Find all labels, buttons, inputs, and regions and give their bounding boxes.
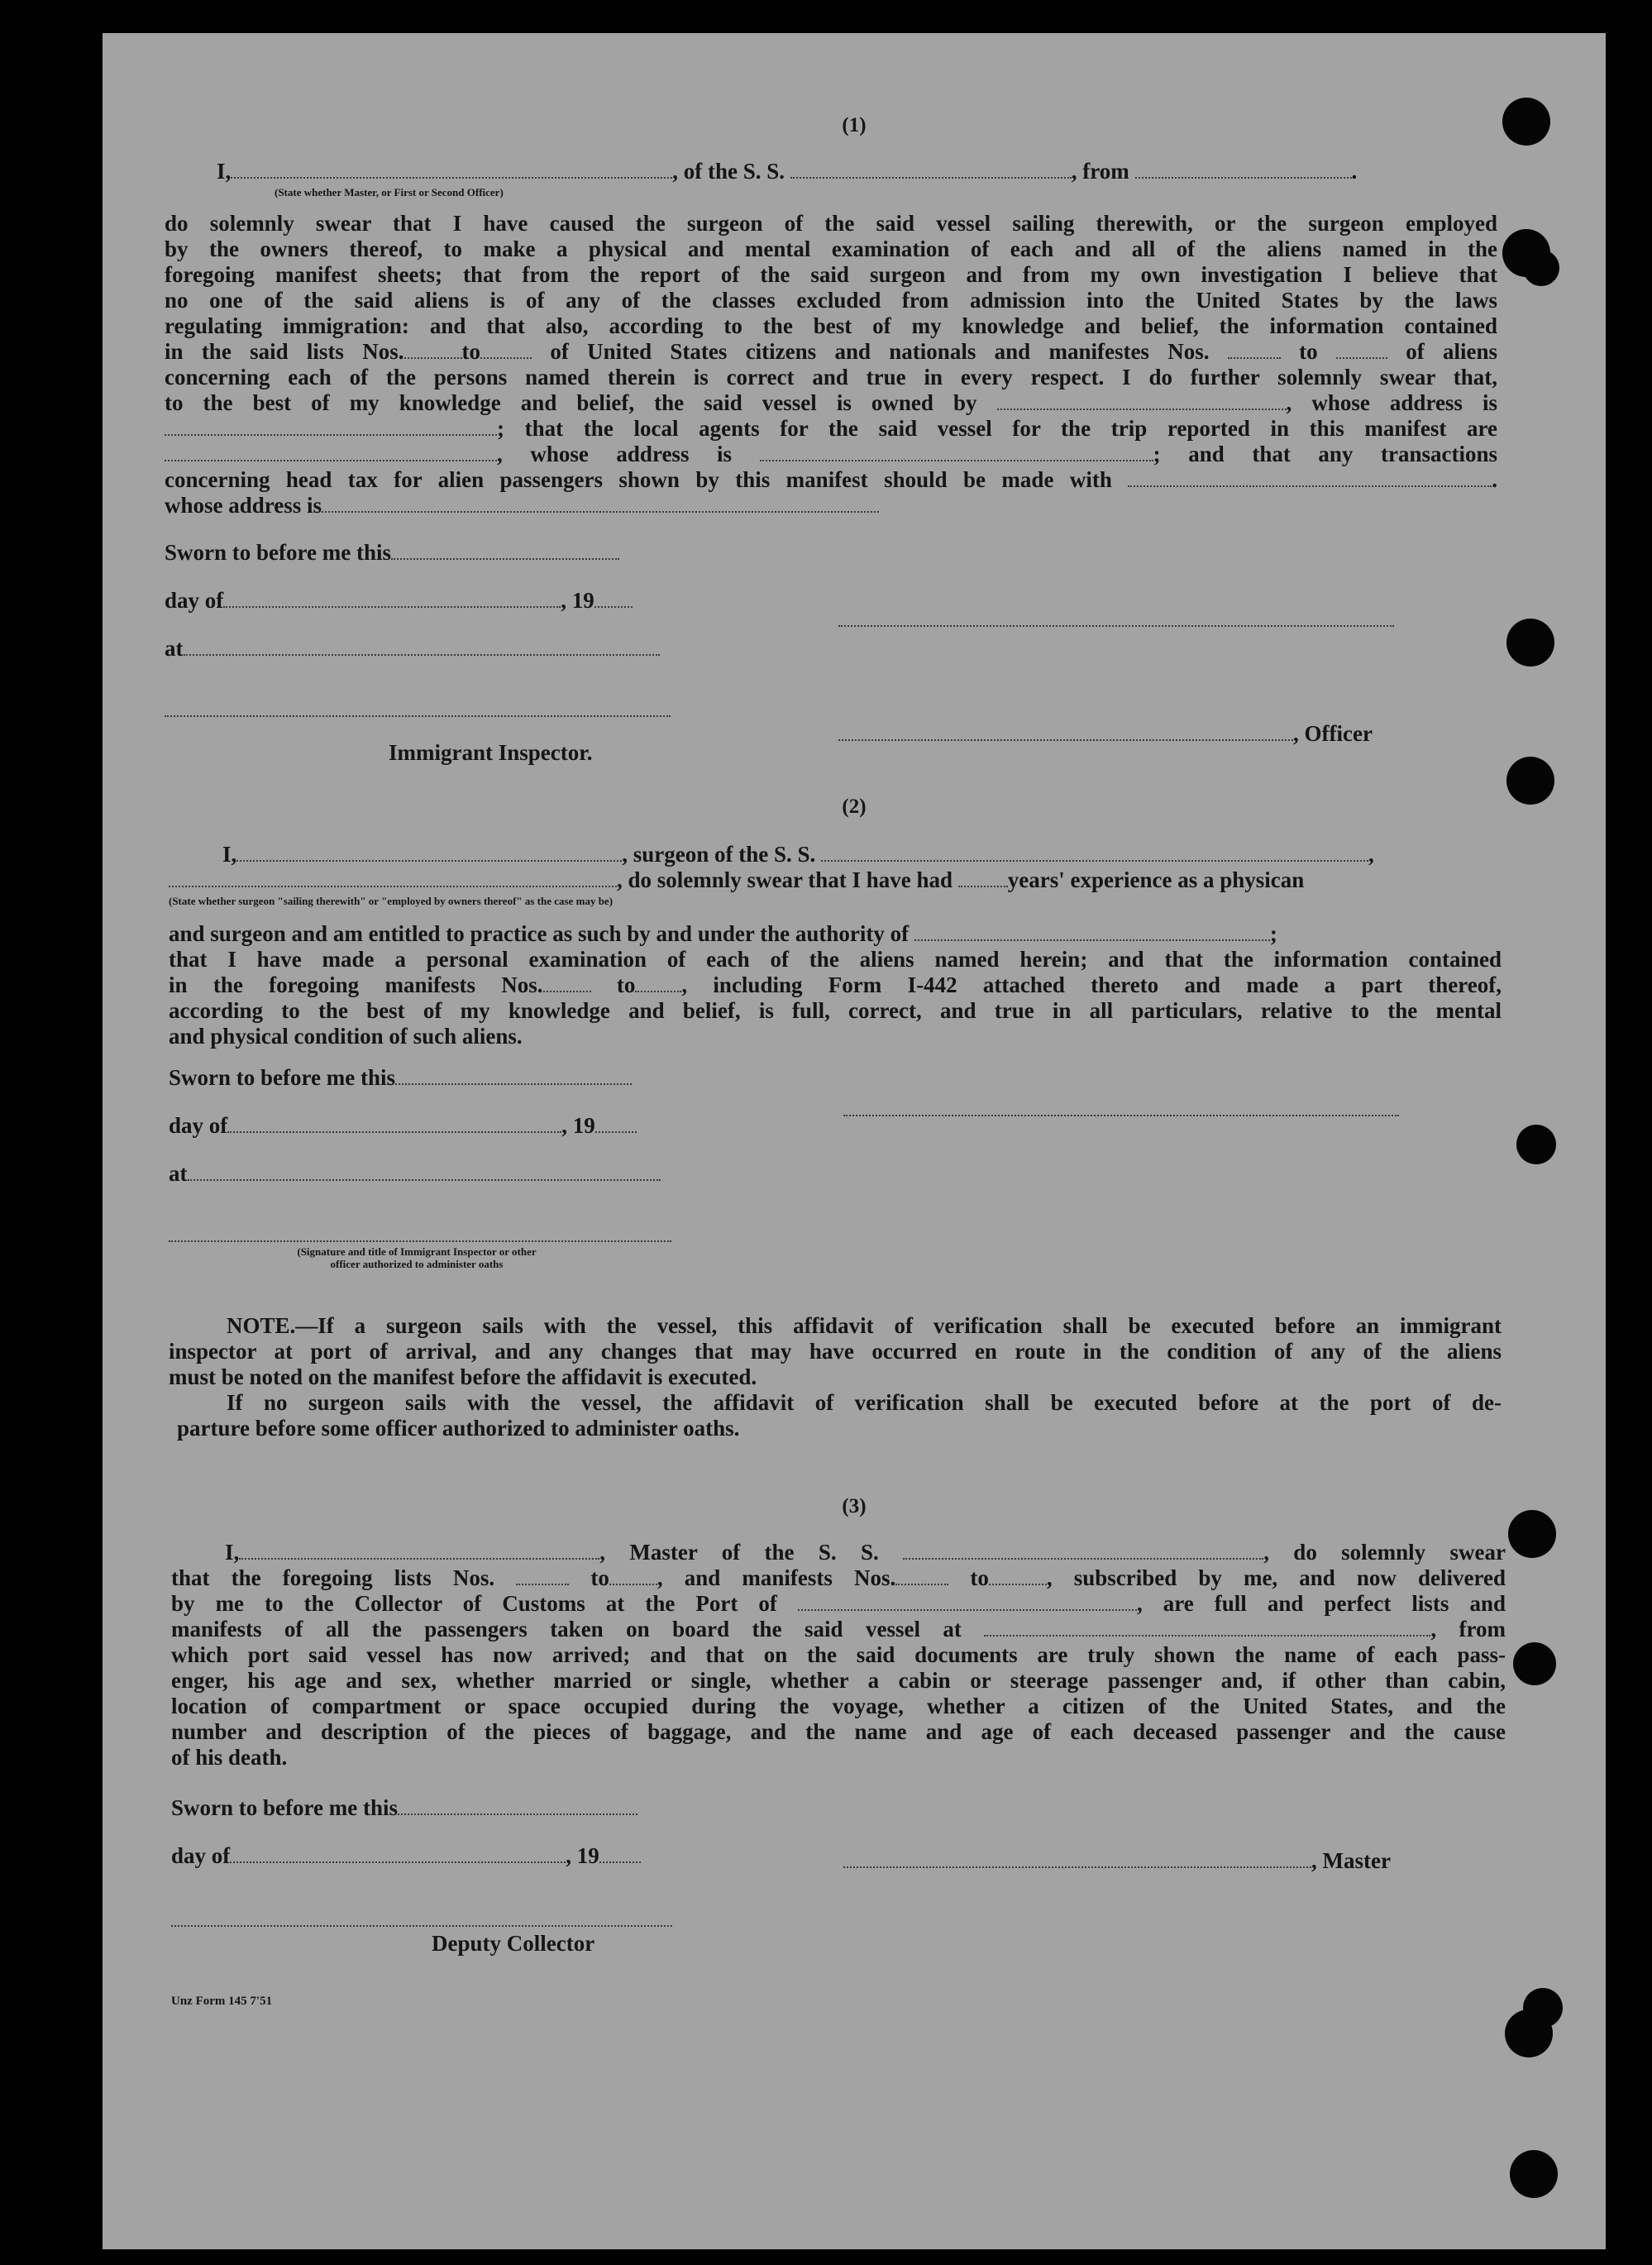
s3-paragraph — [171, 1540, 1506, 1770]
s1-para-line: do solemnly swear that I have caused the surgeon of the said vessel sailing therewith, or the surgeon employed — [165, 211, 1497, 236]
s2-sworn-line: Sworn to before me this — [169, 1065, 632, 1091]
alien-manifest-from-field[interactable] — [1228, 339, 1281, 359]
note-line: must be noted on the manifest before the affidavit is executed. — [169, 1364, 757, 1389]
s3-para-line: enger, his age and sex, whether married or single, whether a cabin or steerage passenger and, if other than cabin, — [171, 1668, 1506, 1693]
headtax-party-field[interactable] — [1128, 467, 1492, 487]
s2-day-field[interactable] — [227, 1113, 561, 1133]
s1-owner-line: to the best of my knowledge and belief, the said vessel is owned by , whose address is — [165, 390, 1498, 415]
s1-officer-field[interactable] — [838, 721, 1293, 741]
s3-master-line: I, , Master of the S. S. , do solemnly swear — [225, 1540, 1506, 1565]
s1-lists-line: in the said lists Nos. to of United States citizens and nationals and manifestes Nos. to of aliens — [165, 339, 1498, 364]
citizen-list-from-field[interactable] — [404, 339, 462, 359]
s1-at-line: at — [165, 636, 660, 662]
vessel-name-field[interactable] — [790, 159, 1072, 179]
s1-year-field[interactable] — [594, 588, 633, 608]
s1-inspector-label: Immigrant Inspector. — [389, 740, 593, 765]
s3-list-from-field[interactable] — [516, 1565, 569, 1585]
s2-inspector-signature-line[interactable] — [169, 1240, 671, 1242]
s2-surgeon-signature-line[interactable] — [843, 1115, 1399, 1116]
s2-authority-line: and surgeon and am entitled to practice as such by and under the authority of ; — [169, 921, 1277, 946]
s2-surgeon-line: I, , surgeon of the S. S. , — [222, 842, 1374, 867]
s2-sworn-field[interactable] — [395, 1065, 632, 1085]
s3-deputy-label: Deputy Collector — [432, 1931, 595, 1956]
note-line: parture before some officer authorized to administer oaths. — [177, 1416, 740, 1441]
note-line: If no surgeon sails with the vessel, the affidavit of verification shall be executed before at the port of de- — [227, 1390, 1502, 1415]
s2-manifest-line: in the foregoing manifests Nos. to , including Form I-442 attached thereto and made a part thereof, — [169, 972, 1502, 997]
punch-hole — [1523, 250, 1559, 286]
s2-para-line: and physical condition of such aliens. — [169, 1024, 523, 1049]
s1-inspector-signature-line[interactable] — [165, 715, 671, 717]
s3-deputy-signature-line[interactable] — [171, 1925, 672, 1927]
form-number: Unz Form 145 7'51 — [171, 1995, 273, 2008]
s1-agent-address-line: , whose address is ; and that any transactions — [165, 442, 1497, 467]
s3-day-line: day of , 19 — [171, 1843, 641, 1869]
s1-para-line: no one of the said aliens is of any of the classes excluded from admission into the United States by the laws — [165, 288, 1497, 313]
s3-sworn-line: Sworn to before me this — [171, 1795, 637, 1821]
surgeon-note: (State whether surgeon "sailing therewith" or "employed by owners thereof" as the case may be) — [169, 895, 614, 907]
master-name-field[interactable] — [239, 1540, 599, 1560]
agents-address-field[interactable] — [760, 442, 1153, 461]
surgeon-status-field[interactable] — [169, 867, 617, 887]
s2-manifest-to-field[interactable] — [635, 972, 681, 992]
headtax-address-field[interactable] — [322, 493, 879, 513]
punch-hole — [1505, 2009, 1553, 2057]
s3-manifest-to-field[interactable] — [989, 1565, 1047, 1585]
note-line: inspector at port of arrival, and any changes that may have occurred en route in the condition of any of the aliens — [169, 1339, 1502, 1364]
s1-para-line: by the owners thereof, to make a physical and mental examination of each and all of the aliens named in the — [165, 237, 1497, 261]
punch-hole — [1516, 1125, 1556, 1164]
s2-years-line: , do solemnly swear that I have had years' experience as a physican — [169, 867, 1304, 893]
s2-manifest-from-field[interactable] — [543, 972, 591, 992]
s1-at-field[interactable] — [184, 636, 660, 656]
s3-para-line: number and description of the pieces of baggage, and the name and age of each deceased passenger and the cause — [171, 1719, 1506, 1744]
s2-sig-note — [235, 1245, 599, 1270]
s3-manifest-from-field[interactable] — [895, 1565, 948, 1585]
s1-officer-line: I, , of the S. S. , from . — [217, 159, 1358, 184]
port-field[interactable] — [798, 1591, 1137, 1611]
citizen-list-to-field[interactable] — [480, 339, 532, 359]
s3-sworn-field[interactable] — [398, 1795, 637, 1815]
departure-port-field[interactable] — [1135, 159, 1352, 179]
owner-address-field[interactable] — [165, 416, 497, 436]
s3-collector-line: by me to the Collector of Customs at the Port of , are full and perfect lists and — [171, 1591, 1506, 1616]
s1-headtax-address-line: whose address is — [165, 493, 1497, 518]
s3-year-field[interactable] — [599, 1843, 641, 1863]
s1-officer-sig-line: , Officer — [838, 721, 1373, 747]
s2-note — [169, 1313, 1502, 1441]
officer-note: (State whether Master, or First or Second Officer) — [275, 186, 504, 198]
s3-master-sig-line: , Master — [843, 1848, 1391, 1874]
officer-name-field[interactable] — [231, 159, 672, 179]
s1-day-line: day of , 19 — [165, 588, 633, 614]
note-line: NOTE.—If a surgeon sails with the vessel, this affidavit of verification shall be executed before an immigrant — [227, 1313, 1502, 1338]
punch-hole — [1510, 2150, 1558, 2198]
years-field[interactable] — [958, 867, 1008, 887]
s2-paragraph — [169, 921, 1502, 1049]
s1-para-line: concerning each of the persons named therein is correct and true in every respect. I do further solemnly swear that, — [165, 365, 1497, 389]
s2-day-line: day of , 19 — [169, 1113, 637, 1139]
section-1-number: (1) — [842, 114, 867, 136]
s3-para-line: which port said vessel has now arrived; and that on the said documents are truly shown the name of each pass- — [171, 1642, 1506, 1667]
alien-manifest-to-field[interactable] — [1336, 339, 1387, 359]
s3-day-field[interactable] — [230, 1843, 566, 1863]
s2-at-field[interactable] — [188, 1161, 661, 1181]
s1-sworn-field[interactable] — [391, 540, 619, 560]
s2-at-line: at — [169, 1161, 661, 1187]
section-3-number: (3) — [842, 1495, 867, 1517]
owner-field[interactable] — [997, 390, 1287, 410]
punch-hole — [1513, 1642, 1556, 1685]
s3-para-line: location of compartment or space occupied during the voyage, whether a citizen of the United States, and the — [171, 1694, 1506, 1718]
punch-hole — [1506, 619, 1554, 667]
s1-para-line: foregoing manifest sheets; that from the report of the said surgeon and from my own investigation I believe that — [165, 262, 1497, 287]
s2-year-field[interactable] — [595, 1113, 637, 1133]
s1-sworn-line: Sworn to before me this — [165, 540, 619, 566]
s3-lists-line: that the foregoing lists Nos. to , and manifests Nos. to , subscribed by me, and now delivered — [171, 1565, 1506, 1590]
sig-note-line: officer authorized to administer oaths — [330, 1258, 504, 1270]
authority-field[interactable] — [914, 921, 1270, 941]
s1-para-line: regulating immigration: and that also, according to the best of my knowledge and belief, the information contained — [165, 313, 1497, 338]
surgeon-name-field[interactable] — [236, 842, 622, 862]
s1-day-field[interactable] — [223, 588, 561, 608]
s1-headtax-line: concerning head tax for alien passengers shown by this manifest should be made with . — [165, 467, 1497, 492]
section-2-number: (2) — [842, 796, 867, 818]
agents-field[interactable] — [165, 442, 497, 461]
s2-para-line: according to the best of my knowledge and belief, is full, correct, and true in all particulars, relative to the mental — [169, 998, 1502, 1023]
sig-note-line: (Signature and title of Immigrant Inspector or other — [297, 1245, 537, 1258]
s2-vessel-field[interactable] — [821, 842, 1368, 862]
s3-para-line: of his death. — [171, 1745, 288, 1770]
s3-vessel-field[interactable] — [903, 1540, 1263, 1560]
s1-officer-signature-line[interactable] — [838, 625, 1394, 627]
boarding-port-field[interactable] — [984, 1617, 1430, 1637]
form-page — [103, 33, 1606, 2249]
s3-list-to-field[interactable] — [609, 1565, 657, 1585]
s3-master-field[interactable] — [843, 1848, 1311, 1868]
s1-agents-line: ; that the local agents for the said vessel for the trip reported in this manifest are — [165, 416, 1497, 442]
s2-para-line: that I have made a personal examination of each of the aliens named herein; and that the information contained — [169, 947, 1502, 972]
s3-manifests-line: manifests of all the passengers taken on board the said vessel at , from — [171, 1617, 1506, 1641]
s1-paragraph — [165, 211, 1497, 518]
